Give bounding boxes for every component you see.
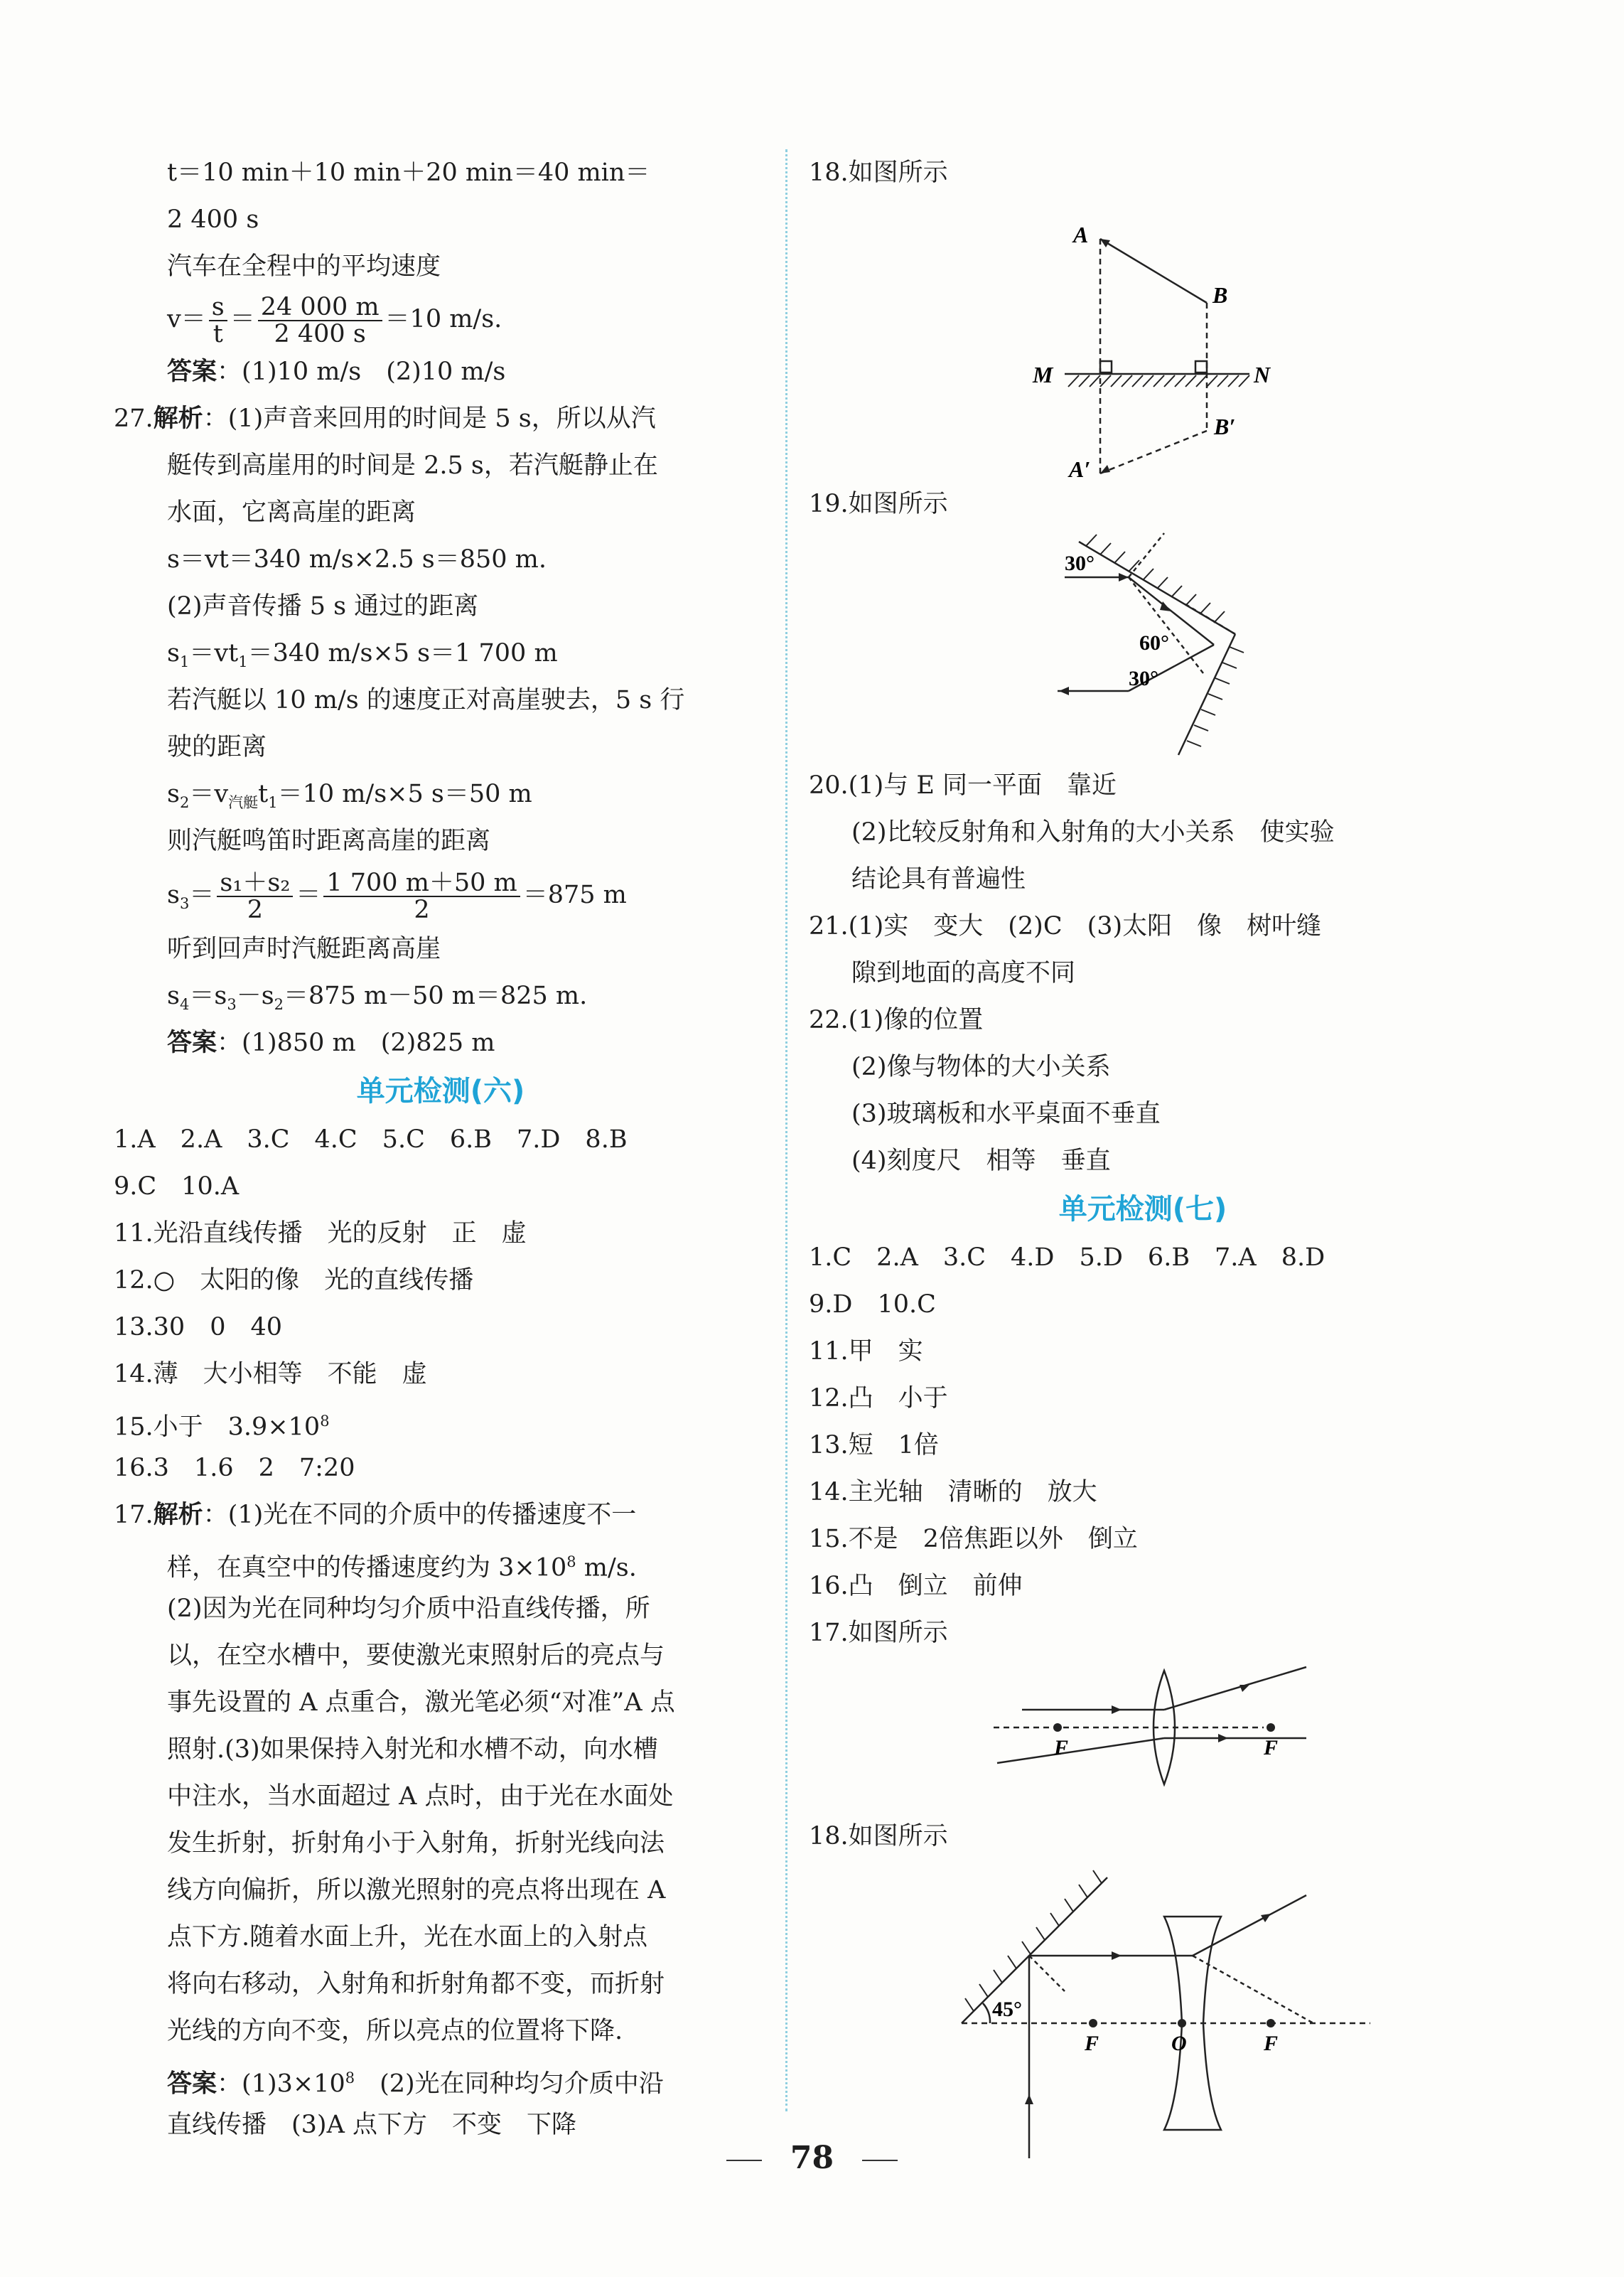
page-number: 78 <box>0 2140 1624 2176</box>
text-line: 将向右移动，入射角和折射角都不变，而折射 <box>167 1970 665 1998</box>
text-line: 光线的方向不变，所以亮点的位置将下降. <box>167 2017 623 2045</box>
text-line: 中注水，当水面超过 A 点时，由于光在水面处 <box>167 1782 674 1811</box>
angle-label-middle: 60° <box>1139 631 1169 655</box>
answer-line: 答案：(1)850 m (2)825 m <box>167 1028 495 1057</box>
text-line: 隙到地面的高度不同 <box>851 959 1076 987</box>
angle-label: 45° <box>992 1998 1022 2021</box>
text-line: $s_2=v_{汽艇}t_1=10$ m/s×5 s＝50 m <box>167 780 532 811</box>
text-line: 照射.(3)如果保持入射光和水槽不动，向水槽 <box>167 1735 658 1764</box>
text-line: 14.主光轴 清晰的 放大 <box>809 1478 1097 1506</box>
concave-lens-mirror-diagram <box>809 1860 1477 2172</box>
label-A-prime: A′ <box>1069 456 1091 481</box>
right-column <box>809 149 1477 2172</box>
text-line: 20.(1)与 E 同一平面 靠近 <box>809 771 1117 800</box>
fraction: $\frac{s}{t}$ <box>209 294 227 347</box>
text-line: 则汽艇鸣笛时距离高崖的距离 <box>167 827 491 855</box>
text-line: 21.(1)实 变大 (2)C (3)太阳 像 树叶缝 <box>809 912 1322 941</box>
text-line: 艇传到高崖用的时间是 2.5 s，若汽艇静止在 <box>167 451 658 480</box>
text-line: 驶的距离 <box>167 733 267 761</box>
text-line: 以，在空水槽中，要使激光束照射后的亮点与 <box>167 1641 665 1670</box>
text-line: 线方向偏折，所以激光照射的亮点将出现在 A <box>167 1876 666 1904</box>
text-line: 点下方.随着水面上升，光在水面上的入射点 <box>167 1923 648 1951</box>
focus-label-left: F <box>1054 1736 1069 1759</box>
text-line: 水面，它离高崖的距离 <box>167 498 416 527</box>
text-line: (4)刻度尺 相等 垂直 <box>851 1147 1111 1175</box>
convex-lens-diagram <box>809 1656 1477 1813</box>
question-27: 27.解析：(1)声音来回用的时间是 5 s，所以从汽 <box>114 404 656 433</box>
text-line: 17.如图所示 <box>809 1619 948 1647</box>
angle-label-bottom: 30° <box>1129 667 1158 690</box>
fraction: $\frac{\text{s₁＋s₂}}{2}$ <box>217 870 293 923</box>
text-line: 22.(1)像的位置 <box>809 1006 984 1034</box>
text-line: 12.○ 太阳的像 光的直线传播 <box>114 1266 474 1295</box>
text-line: 听到回声时汽艇距离高崖 <box>167 935 441 963</box>
text-line: 样，在真空中的传播速度约为 $3\times 10^8$ m/s. <box>167 1553 637 1582</box>
label-N: N <box>1254 362 1271 387</box>
text-line: 19.如图所示 <box>809 490 948 518</box>
text-line: 若汽艇以 10 m/s 的速度正对高崖驶去，5 s 行 <box>167 686 685 714</box>
page-number-rule-right <box>862 2160 898 2161</box>
focus-label-right: F <box>1264 1736 1279 1759</box>
text-line: 14.薄 大小相等 不能 虚 <box>114 1360 427 1388</box>
text-line: (2)因为光在同种均匀介质中沿直线传播，所 <box>167 1595 650 1623</box>
text-line: 直线传播 (3)A 点下方 不变 下降 <box>167 2111 576 2139</box>
column-divider <box>785 149 787 2111</box>
text-line: 1.A 2.A 3.C 4.C 5.C 6.B 7.D 8.B <box>114 1125 628 1154</box>
text-line: 13.30 0 40 <box>114 1313 283 1341</box>
text-line: 18.如图所示 <box>809 1822 948 1850</box>
double-mirror-reflection-diagram <box>809 527 1477 762</box>
text-line: 18.如图所示 <box>809 159 948 187</box>
text-line: 9.D 10.C <box>809 1290 936 1319</box>
label-M: M <box>1033 362 1053 387</box>
text-line: 15.不是 2倍焦距以外 倒立 <box>809 1525 1138 1553</box>
left-column <box>114 149 768 2148</box>
text-line: 结论具有普遍性 <box>851 865 1026 894</box>
mirror-image-diagram <box>809 196 1477 481</box>
answer-line: 答案：(1)10 m/s (2)10 m/s <box>167 357 506 386</box>
text-line: (3)玻璃板和水平桌面不垂直 <box>851 1100 1161 1128</box>
page-number-rule-left <box>726 2160 762 2161</box>
text-line: 11.甲 实 <box>809 1337 923 1366</box>
text-line: (2)比较反射角和入射角的大小关系 使实验 <box>851 818 1335 847</box>
label-B: B <box>1212 282 1228 308</box>
text-line: (2)声音传播 5 s 通过的距离 <box>167 592 479 621</box>
label-A: A <box>1073 222 1089 247</box>
text-line: 13.短 1倍 <box>809 1431 939 1459</box>
text-line: (2)像与物体的大小关系 <box>851 1053 1111 1081</box>
text-line: 1.C 2.A 3.C 4.D 5.D 6.B 7.A 8.D <box>809 1243 1325 1272</box>
text-line: $s_1=vt_1=340$ m/s×5 s＝1 700 m <box>167 639 558 670</box>
focus-label-left: F <box>1085 2032 1099 2055</box>
section-heading: 单元检测(七) <box>1058 1193 1227 1226</box>
text-line: 11.光沿直线传播 光的反射 正 虚 <box>114 1219 527 1248</box>
text-line: 16.凸 倒立 前伸 <box>809 1572 1023 1600</box>
text-line: 事先设置的 A 点重合，激光笔必须“对准”A 点 <box>167 1688 675 1717</box>
text-line: 15.小于 $3.9\times 10^8$ <box>114 1413 330 1442</box>
focus-label-right: F <box>1264 2032 1279 2055</box>
label-B-prime: B′ <box>1214 414 1236 439</box>
text-line: 2 400 s <box>167 205 259 234</box>
text-line: s＝vt＝340 m/s×2.5 s＝850 m. <box>167 545 547 574</box>
text-line: 汽车在全程中的平均速度 <box>167 252 441 281</box>
question-17: 17.解析：(1)光在不同的介质中的传播速度不一 <box>114 1500 637 1529</box>
answer-line: 答案：$(1)3\times 10^8$ (2)光在同种均匀介质中沿 <box>167 2069 664 2099</box>
angle-label-top: 30° <box>1065 552 1095 575</box>
fraction: $\frac{1 700 m+50 m}{2}$ <box>323 870 520 923</box>
fraction: $\frac{24 000 m}{2 400 s}$ <box>258 294 382 347</box>
text-line: t＝10 min＋10 min＋20 min＝40 min＝ <box>167 159 650 187</box>
section-heading: 单元检测(六) <box>356 1075 525 1108</box>
optical-center-label: O <box>1171 2032 1187 2055</box>
formula-line: v＝ $\frac{s}{t}$ ＝ $\frac{24 000 m}{2 400 s}$ ＝10 m/s. <box>167 292 502 348</box>
text-line: 12.凸 小于 <box>809 1384 948 1413</box>
text-line: 发生折射，折射角小于入射角，折射光线向法 <box>167 1829 665 1858</box>
text-line: 16.3 1.6 2 7:20 <box>114 1454 355 1482</box>
text-line: $s_4=s_3-s_2=875$ m－50 m＝825 m. <box>167 982 588 1013</box>
text-line: 9.C 10.A <box>114 1172 240 1201</box>
formula-line: $s_3=$ $\frac{\text{s₁＋s₂}}{2}$ ＝ $\frac{1 700 m+50 m}{2}$ ＝875 m <box>167 868 627 924</box>
